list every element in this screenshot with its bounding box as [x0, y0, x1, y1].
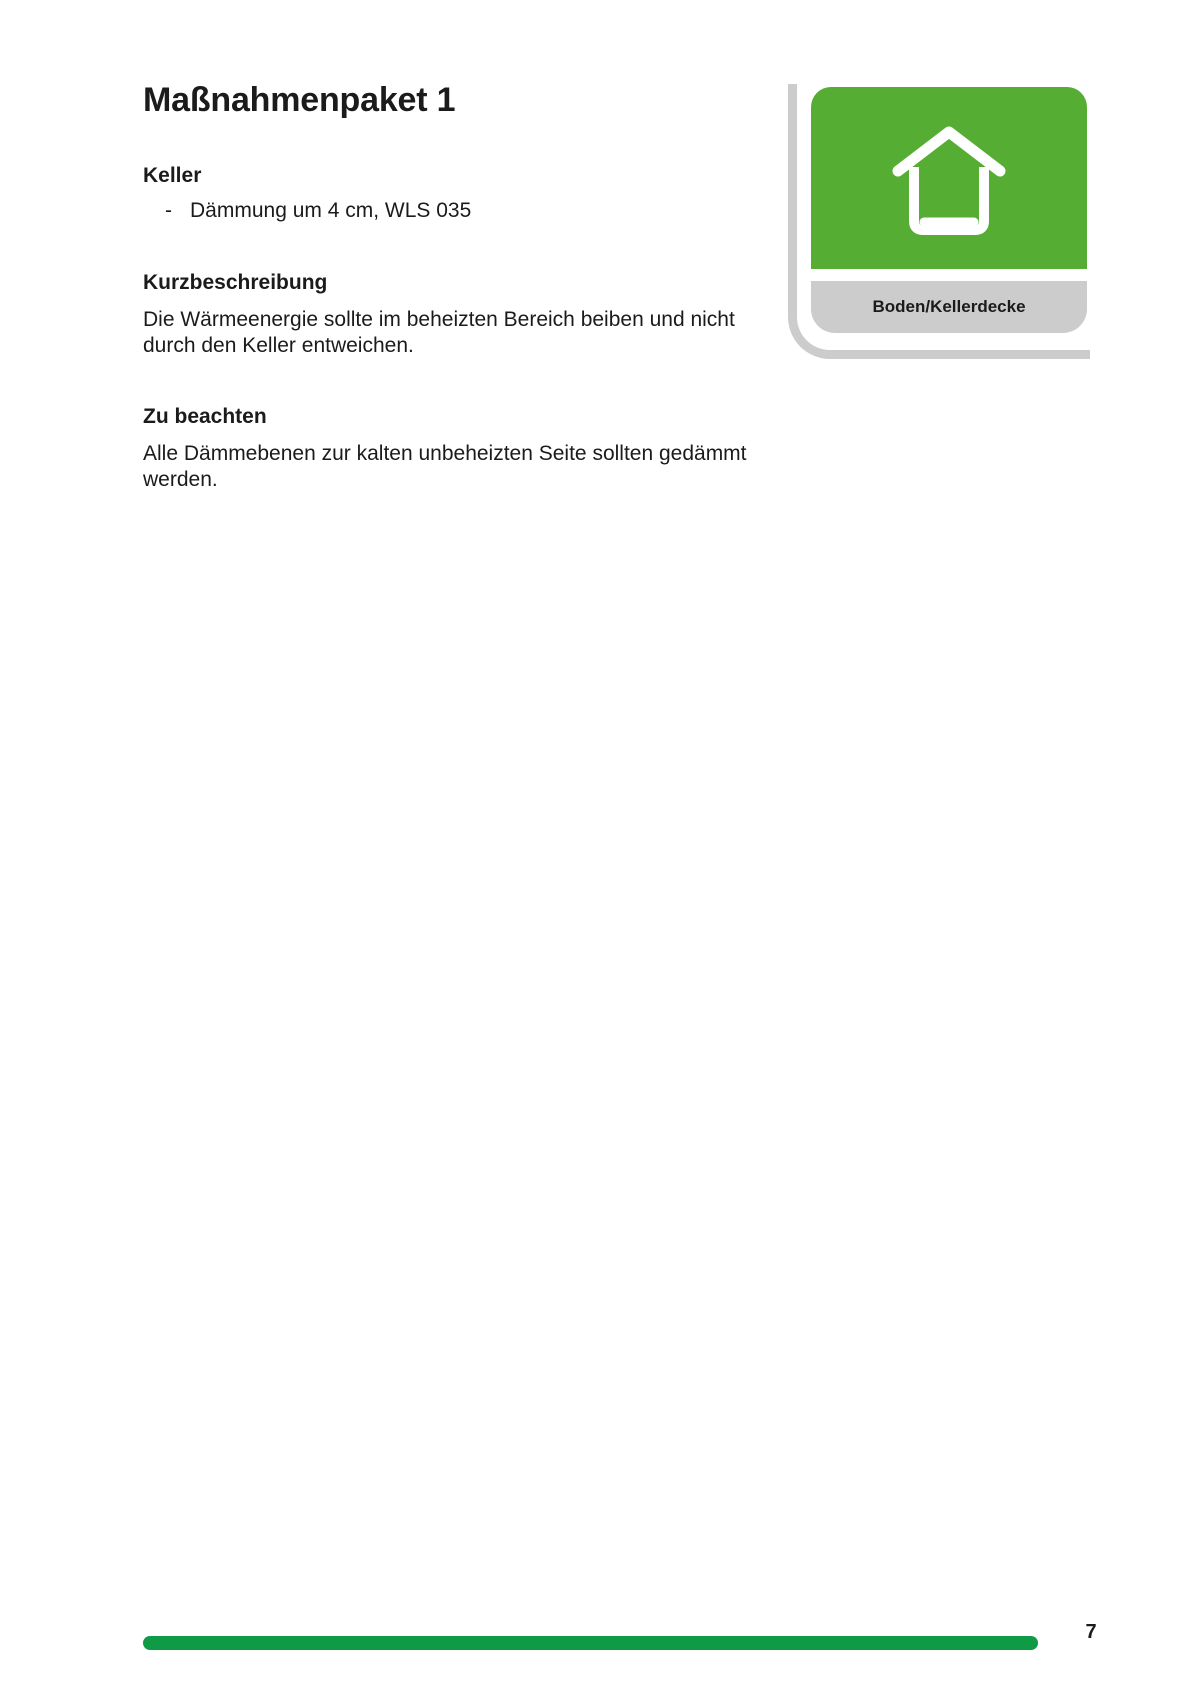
- main-content: [143, 76, 763, 493]
- page-title: Maßnahmenpaket 1: [143, 81, 456, 119]
- category-card: [788, 84, 1090, 359]
- section-heading-kurzbeschreibung: Kurzbeschreibung: [143, 271, 328, 294]
- section-heading-keller: Keller: [143, 164, 202, 187]
- section-heading-zu-beachten: Zu beachten: [143, 405, 267, 428]
- zu-beachten-text: Alle Dämmebenen zur kalten unbeheizten Seite sollten gedämmt werden.: [143, 442, 747, 491]
- card-icon-panel: [811, 87, 1087, 269]
- card-label: Boden/Kellerdecke: [872, 297, 1026, 316]
- kurzbeschreibung-text: Die Wärmeenergie sollte im beheizten Bereich beiben und nicht durch den Keller entweichen.: [143, 308, 735, 357]
- house-floor-icon: [811, 87, 1087, 269]
- list-item: [165, 197, 763, 225]
- footer-bar: [143, 1636, 1038, 1650]
- list-dash: -: [165, 199, 172, 222]
- page-number: 7: [1085, 1621, 1097, 1643]
- list-item-text: Dämmung um 4 cm, WLS 035: [190, 199, 472, 222]
- card-label-box: [811, 281, 1087, 333]
- measures-list: [143, 197, 763, 225]
